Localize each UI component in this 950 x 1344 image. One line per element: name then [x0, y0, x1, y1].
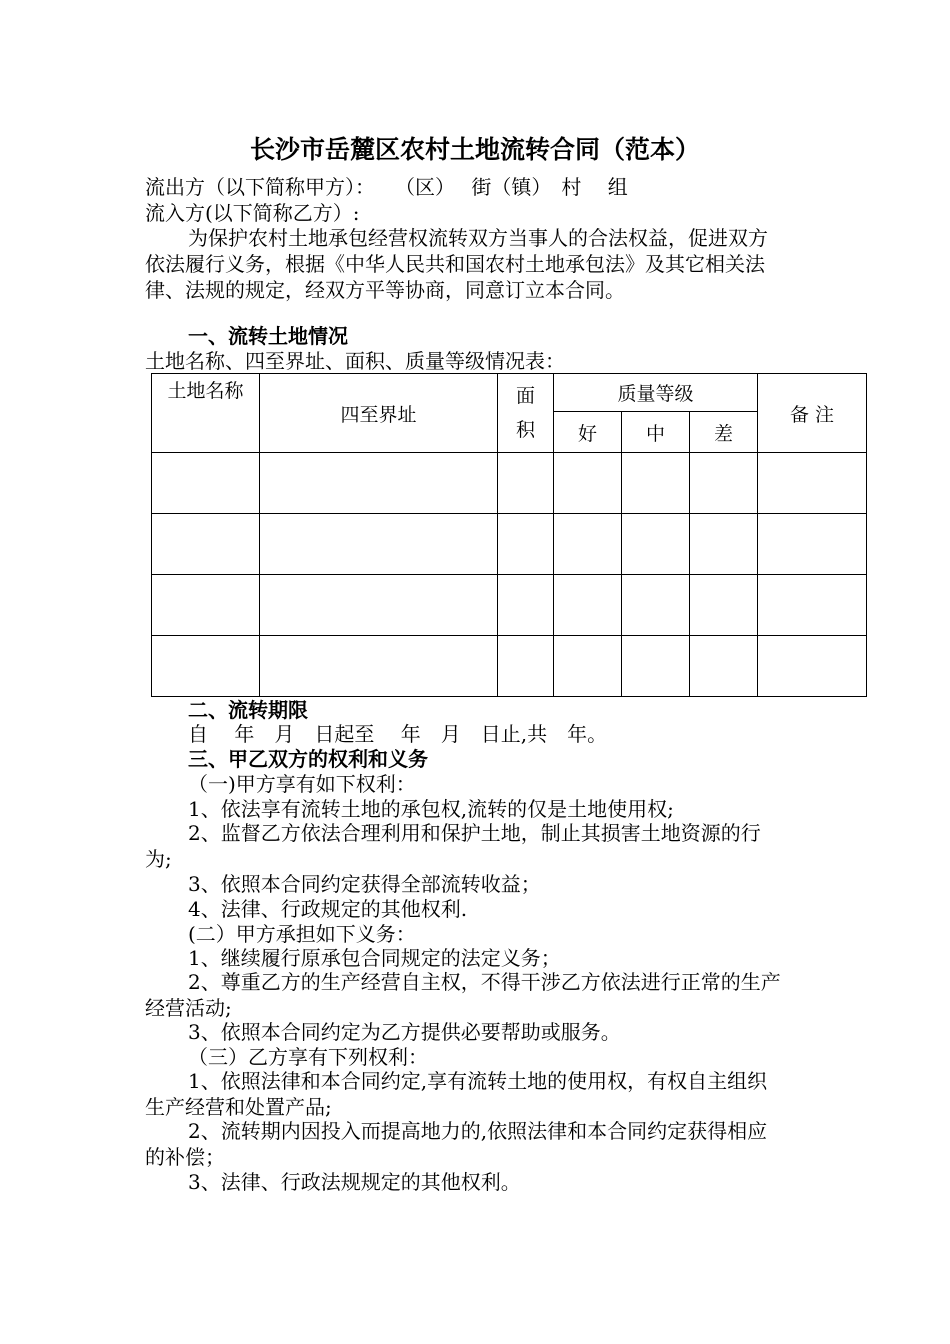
document-title: 长沙市岳麓区农村土地流转合同（范本） [249, 135, 700, 164]
table-row [152, 575, 867, 636]
table-cell[interactable] [152, 636, 260, 697]
header-quality-mid: 中 [622, 412, 690, 453]
table-cell[interactable] [152, 514, 260, 575]
table-cell[interactable] [690, 453, 758, 514]
list-item: 4、法律、行政规定的其他权利. [188, 897, 468, 921]
table-cell[interactable] [690, 636, 758, 697]
header-remark: 备 注 [758, 374, 867, 453]
land-table-intro: 土地名称、四至界址、面积、质量等级情况表： [145, 349, 565, 373]
table-cell[interactable] [554, 575, 622, 636]
term-line: 自 年 月 日起至 年 月 日止,共 年。 [188, 722, 608, 746]
header-area-line2: 积 [515, 419, 535, 441]
table-row [152, 636, 867, 697]
table-cell[interactable] [498, 636, 554, 697]
section1-heading: 一、流转土地情况 [188, 324, 348, 348]
table-cell[interactable] [260, 453, 498, 514]
subsection-a-rights: （一)甲方享有如下权利： [188, 772, 416, 796]
table-cell[interactable] [758, 575, 867, 636]
table-cell[interactable] [260, 514, 498, 575]
subsection-b-rights: （三）乙方享有下列权利： [188, 1045, 428, 1069]
list-item: 3、依照本合同约定获得全部流转收益； [188, 872, 541, 896]
table-cell[interactable] [554, 514, 622, 575]
list-item: 3、依照本合同约定为乙方提供必要帮助或服务。 [188, 1020, 621, 1044]
table-cell[interactable] [690, 575, 758, 636]
header-quality-good: 好 [554, 412, 622, 453]
list-item: 2、流转期内因投入而提高地力的,依照法律和本合同约定获得相应的补偿； [145, 1119, 768, 1169]
table-header-row [152, 374, 867, 412]
header-area [498, 374, 554, 453]
preamble-paragraph: 为保护农村土地承包经营权流转双方当事人的合法权益，促进双方依法履行义务，根据《中华人民共和国农村土地承包法》及其它相关法律、法规的规定，经双方平等协商，同意订立本合同。 [145, 226, 768, 302]
header-boundary: 四至界址 [260, 374, 498, 453]
section2-heading: 二、流转期限 [188, 698, 308, 722]
list-item: 1、继续履行原承包合同规定的法定义务； [188, 946, 561, 970]
land-info-table [151, 373, 867, 697]
table-cell[interactable] [498, 575, 554, 636]
list-item: 2、监督乙方依法合理利用和保护土地，制止其损害土地资源的行为; [145, 821, 761, 871]
table-cell[interactable] [152, 575, 260, 636]
table-cell[interactable] [498, 453, 554, 514]
list-item: 1、依法享有流转土地的承包权,流转的仅是土地使用权; [188, 797, 674, 821]
table-cell[interactable] [554, 453, 622, 514]
table-cell[interactable] [152, 453, 260, 514]
header-quality-poor: 差 [690, 412, 758, 453]
table-cell[interactable] [758, 453, 867, 514]
list-item: 2、尊重乙方的生产经营自主权，不得干涉乙方依法进行正常的生产经营活动; [145, 970, 781, 1020]
list-item: 3、法律、行政法规规定的其他权利。 [188, 1170, 521, 1194]
subsection-a-duties: (二）甲方承担如下义务： [188, 922, 416, 946]
table-cell[interactable] [260, 575, 498, 636]
table-cell[interactable] [622, 453, 690, 514]
table-row [152, 453, 867, 514]
header-land-name: 土地名称 [152, 374, 260, 453]
header-area-line1: 面 [515, 385, 535, 407]
party-a-line: 流出方（以下简称甲方）： （区） 街（镇） 村 组 [145, 175, 628, 199]
list-item: 1、依照法律和本合同约定,享有流转土地的使用权，有权自主组织生产经营和处置产品; [145, 1069, 768, 1119]
table-cell[interactable] [260, 636, 498, 697]
section3-heading: 三、甲乙双方的权利和义务 [188, 747, 428, 771]
table-row [152, 514, 867, 575]
table-cell[interactable] [622, 575, 690, 636]
table-cell[interactable] [622, 636, 690, 697]
table-cell[interactable] [758, 514, 867, 575]
table-cell[interactable] [622, 514, 690, 575]
table-cell[interactable] [758, 636, 867, 697]
header-quality: 质量等级 [554, 374, 758, 412]
table-cell[interactable] [498, 514, 554, 575]
table-cell[interactable] [690, 514, 758, 575]
table-cell[interactable] [554, 636, 622, 697]
party-b-line: 流入方(以下简称乙方）: [145, 201, 360, 225]
